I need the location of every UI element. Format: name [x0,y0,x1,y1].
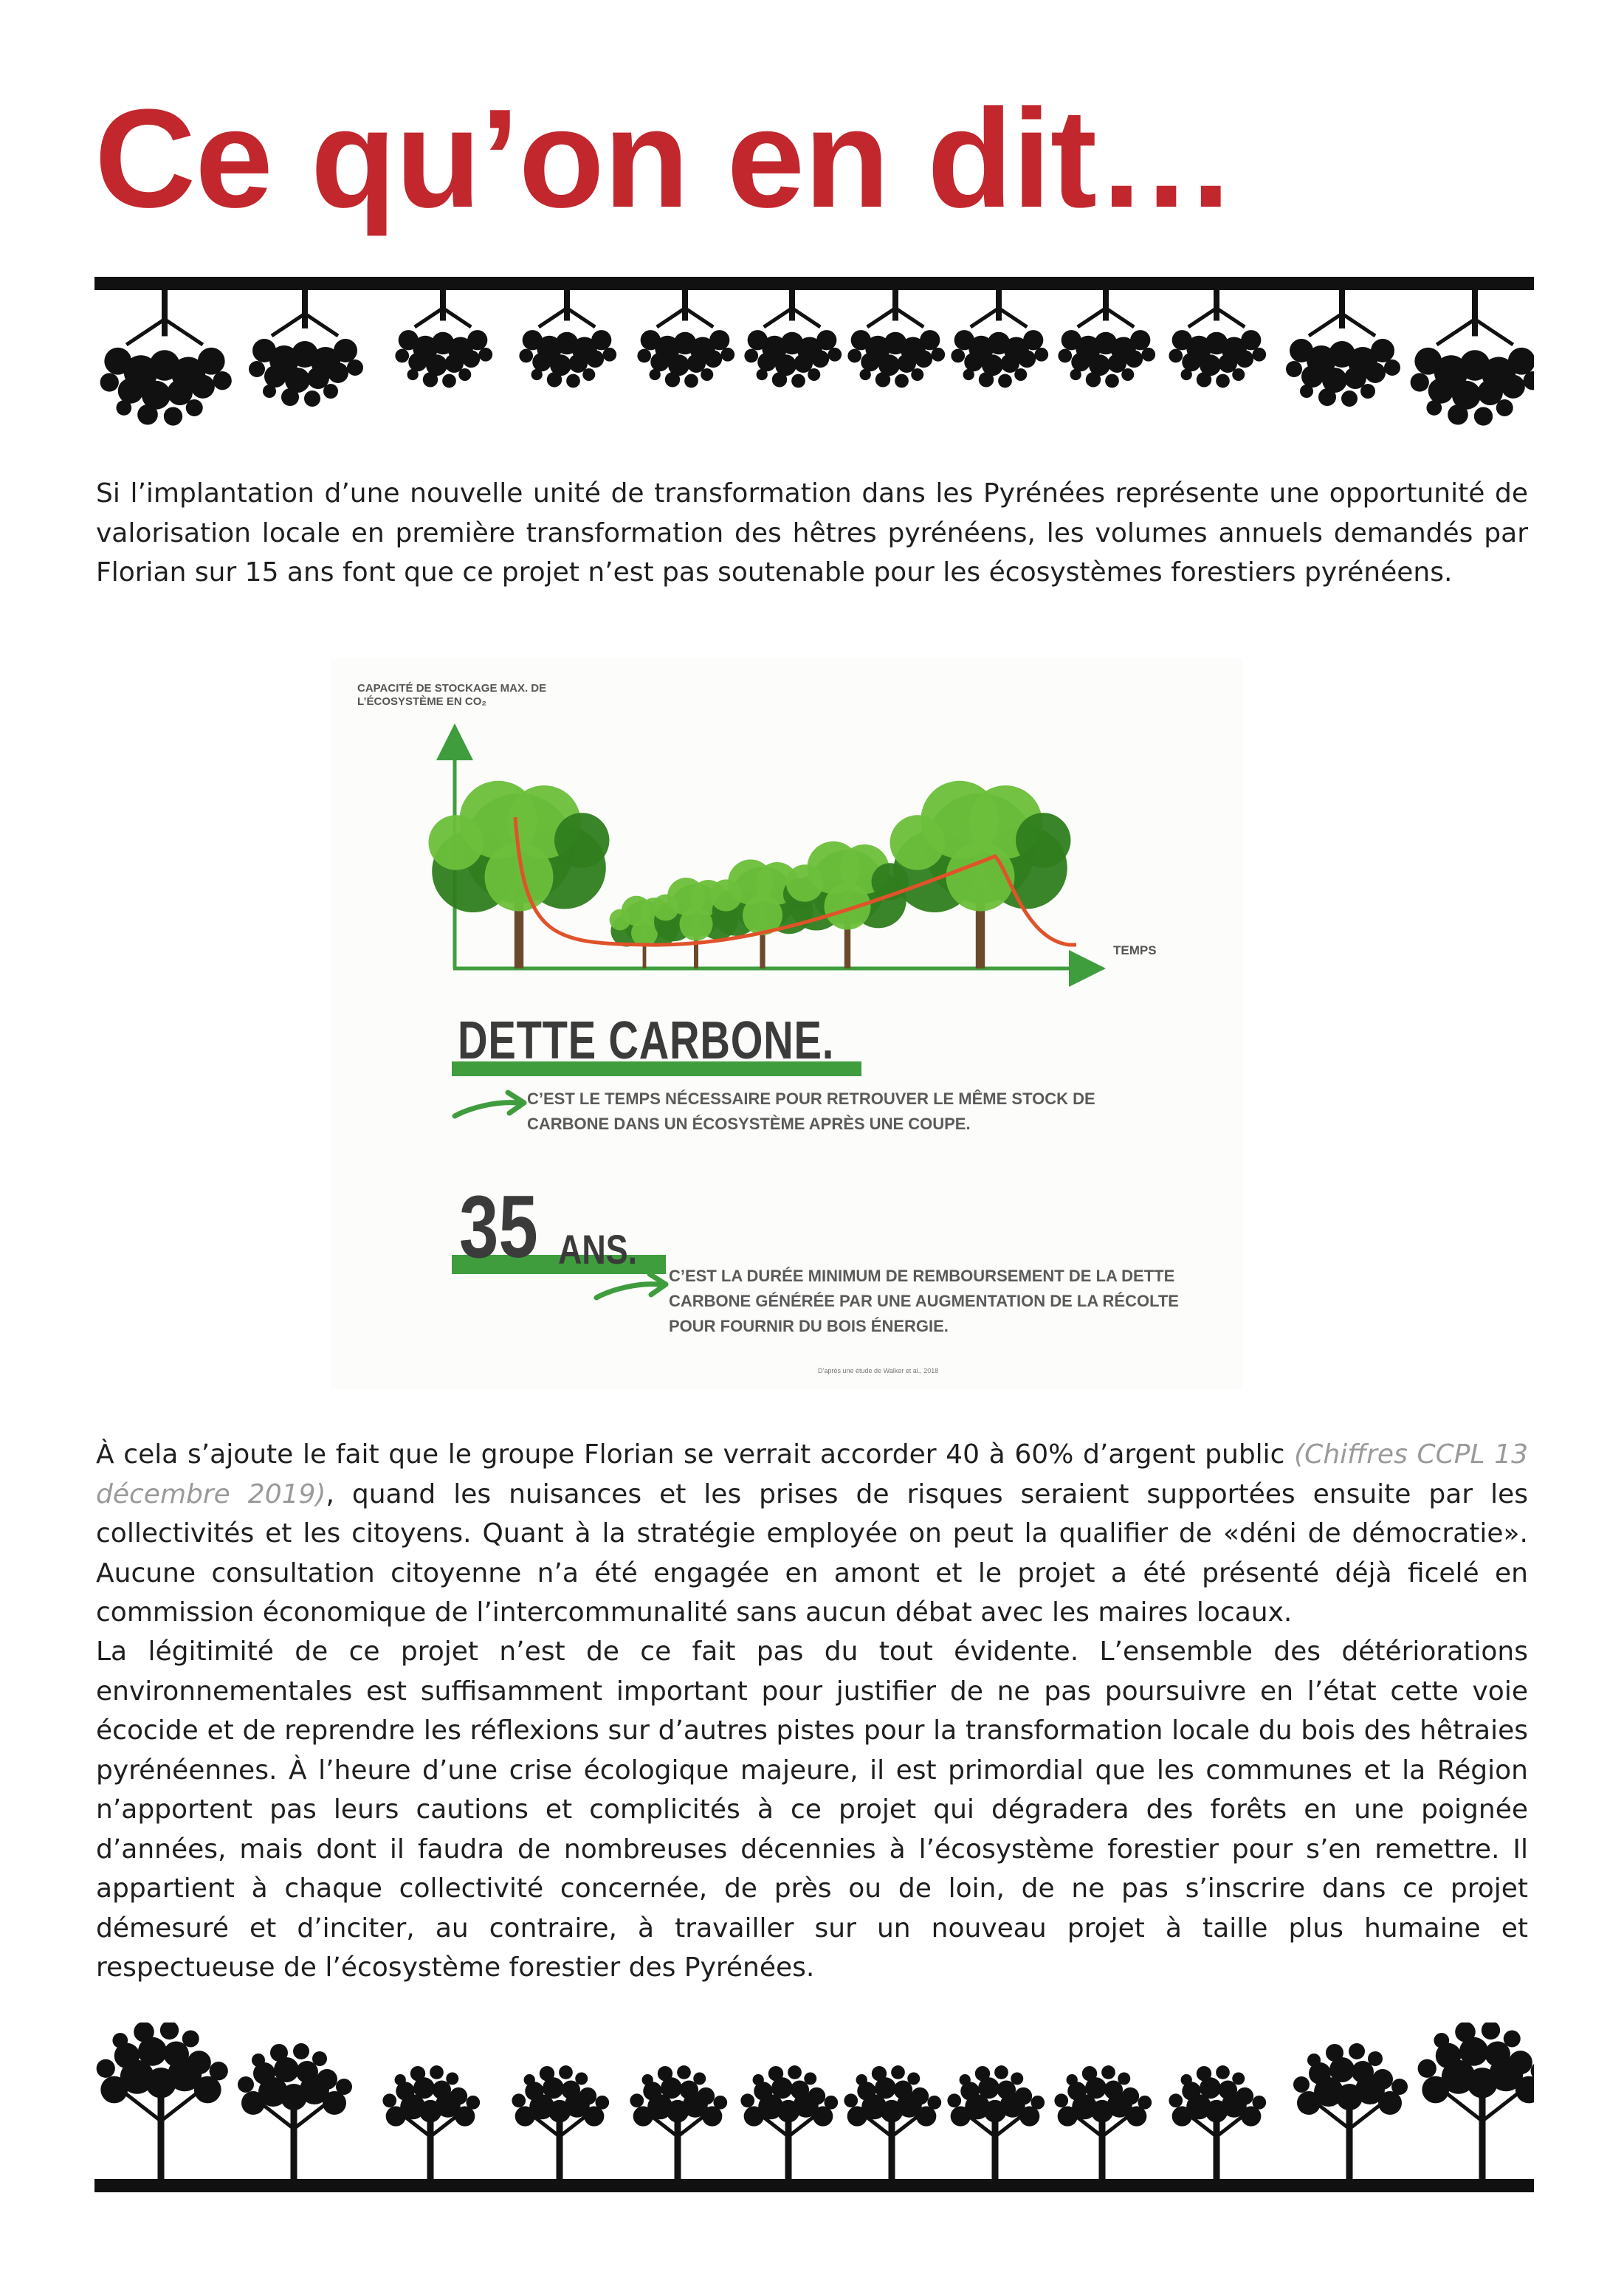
roots-divider-top [94,277,1534,439]
body-paragraph-2: La légitimité de ce projet n’est de ce fait pas du tout évidente. L’ensemble des détériorations environnementales est suffisamment important pour justifier de ne pas poursuivre en l’état cette voie écocide et de reprendre les réflexions sur d’autres pistes pour la transformation locale du bois des hêtraies pyrénéennes. À l’heure d’une crise écologique majeure, il est primordial que les communes et la Région n’apportent pas leurs cautions et complicités à ce projet qui dégradera des forêts en une poignée d’années, mais dont il faudra de nombreuses décennies à l’écosystème forestier pour s’en remettre. Il appartient à chaque collectivité concernée, de près ou de loin, de ne pas s’inscrire dans ce projet démesuré et d’inciter, au contraire, à travailler sur un nouveau projet à taille plus humaine et respectueuse de l’écosystème forestier des Pyrénées. [96,1636,1528,1983]
tree-icon [1054,2065,1152,2180]
tree-icon [844,2065,941,2180]
body-text: , quand les nuisances et les prises de risques seraient supportées ensuite par les collectivités et les citoyens. Quant à la stratégie employée on peut la qualifier de «déni de démocratie». Aucune consultation citoyenne n’a été engagée en amont et le projet a été présenté déjà ficelé en commission économique de l’intercommunalité sans aucun débat avec les maires locaux. [96,1478,1528,1628]
root-cluster-icon [847,287,945,388]
page-title: Ce qu’on en dit… [94,80,1236,237]
body-text: À cela s’ajoute le fait que le groupe Florian se verrait accorder 40 à 60% d’argent public [96,1439,1295,1470]
tree-icon [740,2065,838,2180]
ground-line [94,2179,1534,2192]
tree-icon [890,781,1071,968]
root-cluster-icon [1411,287,1534,426]
trees-illustration [94,2023,1534,2192]
tree-growth-sequence [429,781,1071,968]
tree-icon [97,2023,228,2180]
ground-line [94,277,1534,290]
tree-icon [786,841,909,968]
body-paragraph-1 [96,1435,1528,1633]
root-cluster-icon [395,287,492,388]
intro-paragraph: Si l’implantation d’une nouvelle unité de transformation dans les Pyrénées représente une opportunité de valorisation locale en première transformation des hêtres pyrénéens, les volumes annuels demandés par Florian sur 15 ans font que ce projet n’est pas soutenable pour les écosystèmes forestiers pyrénéens. [96,478,1528,588]
roots-illustration [94,277,1534,439]
carbon-debt-infographic [331,658,1242,1389]
dette-carbone-heading: DETTE CARBONE. [458,1011,835,1070]
tree-icon [947,2065,1045,2180]
trees-divider-bottom [94,2023,1534,2192]
years-number: 35 [459,1177,538,1276]
tree-icon [1293,2043,1408,2180]
root-cluster-icon [1286,287,1400,407]
years-word: ANS. [558,1226,638,1273]
years-definition: C’EST LA DURÉE MINIMUM DE REMBOURSEMENT DE LA DETTE CARBONE GÉNÉRÉE PAR UNE AUGMENTATION DE LA RÉCOLTE POUR FOURNIR DU BOIS ÉNERGIE. [669,1267,1179,1335]
tree-icon [630,2065,727,2180]
root-cluster-icon [100,287,232,426]
x-axis-label: TEMPS [1113,943,1157,957]
root-cluster-icon [951,287,1048,388]
tree-icon [1169,2065,1266,2180]
source-note: D’après une étude de Walker et al., 2018 [818,1367,939,1374]
y-axis-label: CAPACITÉ DE STOCKAGE MAX. DE L’ÉCOSYSTÈME EN CO₂ [357,682,547,708]
citation: (Chiffres CCPL 13 décembre 2019) [96,1439,1528,1509]
root-cluster-icon [744,287,842,388]
tree-icon [512,2065,609,2180]
dette-carbone-definition: C’EST LE TEMPS NÉCESSAIRE POUR RETROUVER LE MÊME STOCK DE CARBONE DANS UN ÉCOSYSTÈME APRÈS UNE COUPE. [527,1089,1095,1133]
tree-icon [238,2043,352,2180]
root-cluster-icon [637,287,734,388]
tree-icon [382,2065,480,2180]
root-cluster-icon [1058,287,1155,388]
root-cluster-icon [1169,287,1266,388]
tree-icon [1418,2023,1534,2180]
root-cluster-icon [519,287,616,388]
root-cluster-icon [249,287,363,407]
